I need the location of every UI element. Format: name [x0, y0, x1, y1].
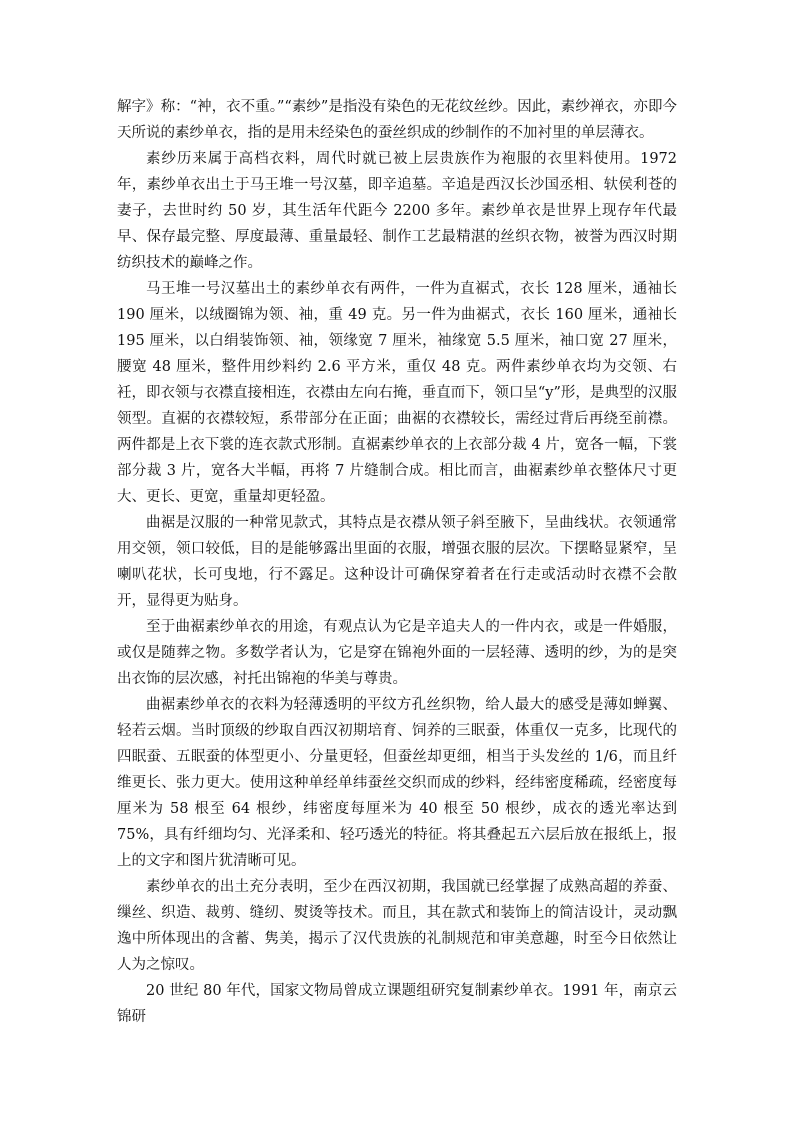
- article-body: [117, 94, 677, 1030]
- paragraph-4: 曲裾是汉服的一种常见款式，其特点是衣襟从领子斜至腋下，呈曲线状。衣领通常用交领，领口较低，目的是能够露出里面的衣服，增强衣服的层次。下摆略显紧窄，呈喇叭花状，长可曳地，行不露足。这种设计可确保穿着者在行走或活动时衣襟不会散开，显得更为贴身。: [117, 515, 677, 609]
- paragraph-7: 素纱单衣的出土充分表明，至少在西汉初期，我国就已经掌握了成熟高超的养蚕、缫丝、织造、裁剪、缝纫、熨烫等技术。而且，其在款式和装饰上的简洁设计，灵动飘逸中所体现出的含蓄、隽美，揭示了汉代贵族的礼制规范和审美意趣，时至今日依然让人为之惊叹。: [117, 879, 677, 973]
- paragraph-2: 素纱历来属于高档衣料，周代时就已被上层贵族作为袍服的衣里料使用。1972 年，素纱单衣出土于马王堆一号汉墓，即辛追墓。辛追是西汉长沙国丞相、轪侯利苍的妻子，去世时约 50 岁，其生活年代距今 2200 多年。素纱单衣是世界上现存年代最早、保存最完整、厚度最薄、重量最轻、制作工艺最精湛的丝织衣物，被誉为西汉时期纺织技术的巅峰之作。: [117, 151, 677, 271]
- paragraph-6: 曲裾素纱单衣的衣料为轻薄透明的平纹方孔丝织物，给人最大的感受是薄如蝉翼、轻若云烟。当时顶级的纱取自西汉初期培育、饲养的三眠蚕，体重仅一克多，比现代的四眠蚕、五眠蚕的体型更小、分量更轻，但蚕丝却更细，相当于头发丝的 1/6，而且纤维更长、张力更大。使用这种单经单纬蚕丝交织而成的纱料，经纬密度稀疏，经密度每厘米为 58 根至 64 根纱，纬密度每厘米为 40 根至 50 根纱，成衣的透光率达到 75%，具有纤细均匀、光泽柔和、轻巧透光的特征。将其叠起五六层后放在报纸上，报上的文字和图片犹清晰可见。: [117, 697, 677, 869]
- paragraph-3: 马王堆一号汉墓出土的素纱单衣有两件，一件为直裾式，衣长 128 厘米，通袖长 190 厘米，以绒圈锦为领、袖，重 49 克。另一件为曲裾式，衣长 160 厘米，通袖长 195 厘米，以白绢装饰领、袖，领缘宽 7 厘米，袖缘宽 5.5 厘米，袖口宽 27 厘米，腰宽 48 厘米，整件用纱料约 2.6 平方米，重仅 48 克。两件素纱单衣均为交领、右衽，即衣领与衣襟直接相连，衣襟由左向右掩，垂直而下，领口呈“y”形，是典型的汉服领型。直裾的衣襟较短，系带部分在正面；曲裾的衣襟较长，需经过背后再绕至前襟。两件都是上衣下裳的连衣款式形制。直裾素纱单衣的上衣部分裁 4 片，宽各一幅，下裳部分裁 3 片，宽各大半幅，再将 7 片缝制合成。相比而言，曲裾素纱单衣整体尺寸更大、更长、更宽，重量却更轻盈。: [117, 281, 677, 505]
- paragraph-1-continued: 解字》称：“衶，衣不重。”“素纱”是指没有染色的无花纹丝纱。因此，素纱禅衣，亦即今天所说的素纱单衣，指的是用未经染色的蚕丝织成的纱制作的不加衬里的单层薄衣。: [117, 99, 677, 141]
- paragraph-8: 20 世纪 80 年代，国家文物局曾成立课题组研究复制素纱单衣。1991 年，南京云锦研: [117, 983, 677, 1025]
- paragraph-5: 至于曲裾素纱单衣的用途，有观点认为它是辛追夫人的一件内衣，或是一件婚服，或仅是随葬之物。多数学者认为，它是穿在锦袍外面的一层轻薄、透明的纱，为的是突出衣饰的层次感，衬托出锦袍的华美与尊贵。: [117, 619, 677, 687]
